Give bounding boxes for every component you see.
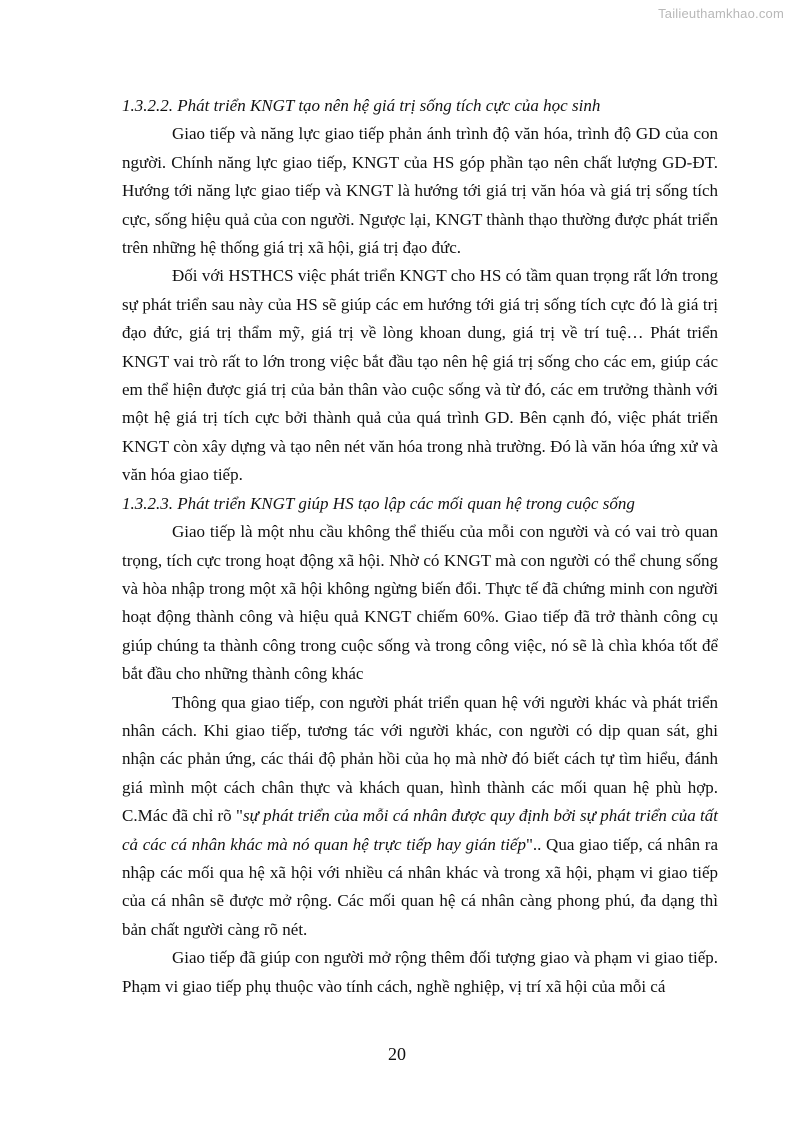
quotation: sự phát triển của mỗi cá nhân được quy định bởi sự phát triển của tất cả các cá nhân khác mà nó quan hệ trực tiếp hay gián tiếp — [122, 806, 718, 854]
quote-lead-text: Thông qua giao tiếp, con người phát triển quan hệ với người khác và phát triển nhân cách. Khi giao tiếp, tương tác với người khác, con người có dịp quan sát, ghi nhận các phản ứng, các thái độ phản hồi của họ mà nhờ đó biết cách tự tìm hiểu, đánh giá mình một cách chân thực và khách quan, hình thành các mối quan hệ phù hợp. C.Mác đã chỉ rõ " — [122, 692, 718, 826]
page-number: 20 — [388, 1044, 406, 1064]
document-body — [122, 92, 718, 1001]
paragraph: Giao tiếp là một nhu cầu không thể thiếu của mỗi con người và có vai trò quan trọng, tích cực trong hoạt động xã hội. Nhờ có KNGT mà con người có thể chung sống và hòa nhập trong một xã hội không ngừng biến đổi. Thực tế đã chứng minh con người hoạt động thành công và hiệu quả KNGT chiếm 60%. Giao tiếp đã trở thành công cụ giúp chúng ta thành công trong cuộc sống và trong công việc, nó sẽ là chìa khóa tốt để bắt đầu cho những thành công khác — [122, 522, 718, 684]
watermark-text: Tailieuthamkhao.com — [658, 6, 784, 21]
section-heading: 1.3.2.3. Phát triển KNGT giúp HS tạo lập các mối quan hệ trong cuộc sống — [122, 493, 635, 513]
section-heading: 1.3.2.2. Phát triển KNGT tạo nên hệ giá trị sống tích cực của học sinh — [122, 96, 601, 115]
paragraph: Giao tiếp đã giúp con người mở rộng thêm đối tượng giao và phạm vi giao tiếp. Phạm vi giao tiếp phụ thuộc vào tính cách, nghề nghiệp, vị trí xã hội của mỗi cá — [122, 948, 718, 996]
paragraph: Giao tiếp và năng lực giao tiếp phản ánh trình độ văn hóa, trình độ GD của con người. Chính năng lực giao tiếp, KNGT của HS góp phần tạo nên chất lượng GD-ĐT. Hướng tới năng lực giao tiếp và KNGT là hướng tới giá trị văn hóa và giá trị sống tích cực, sống hiệu quả của con người. Ngược lại, KNGT thành thạo thường được phát triển trên những hệ thống giá trị xã hội, giá trị đạo đức. — [122, 124, 718, 258]
paragraph: Đối với HSTHCS việc phát triển KNGT cho HS có tầm quan trọng rất lớn trong sự phát triển sau này của HS sẽ giúp các em hướng tới giá trị sống tích cực đó là giá trị đạo đức, giá trị thẩm mỹ, giá trị về lòng khoan dung, giá trị về trí tuệ… Phát triển KNGT vai trò rất to lớn trong việc bắt đầu tạo nên hệ giá trị sống cho các em, giúp các em thể hiện được giá trị của bản thân vào cuộc sống và từ đó, các em trưởng thành với một hệ giá trị tích cực bởi thành quả của quá trình GD. Bên cạnh đó, việc phát triển KNGT còn xây dựng và tạo nên nét văn hóa trong nhà trường. Đó là văn hóa ứng xử và văn hóa giao tiếp. — [122, 266, 718, 485]
quote-trail-text: ".. Qua giao tiếp, cá nhân ra nhập các mối qua hệ xã hội với nhiều cá nhân khác và trong xã hội, phạm vi giao tiếp của cá nhân sẽ được mở rộng. Các mối quan hệ cá nhân càng phong phú, đa dạng thì bản chất người càng rõ nét. — [122, 834, 718, 939]
paragraph-with-quote — [122, 689, 718, 945]
